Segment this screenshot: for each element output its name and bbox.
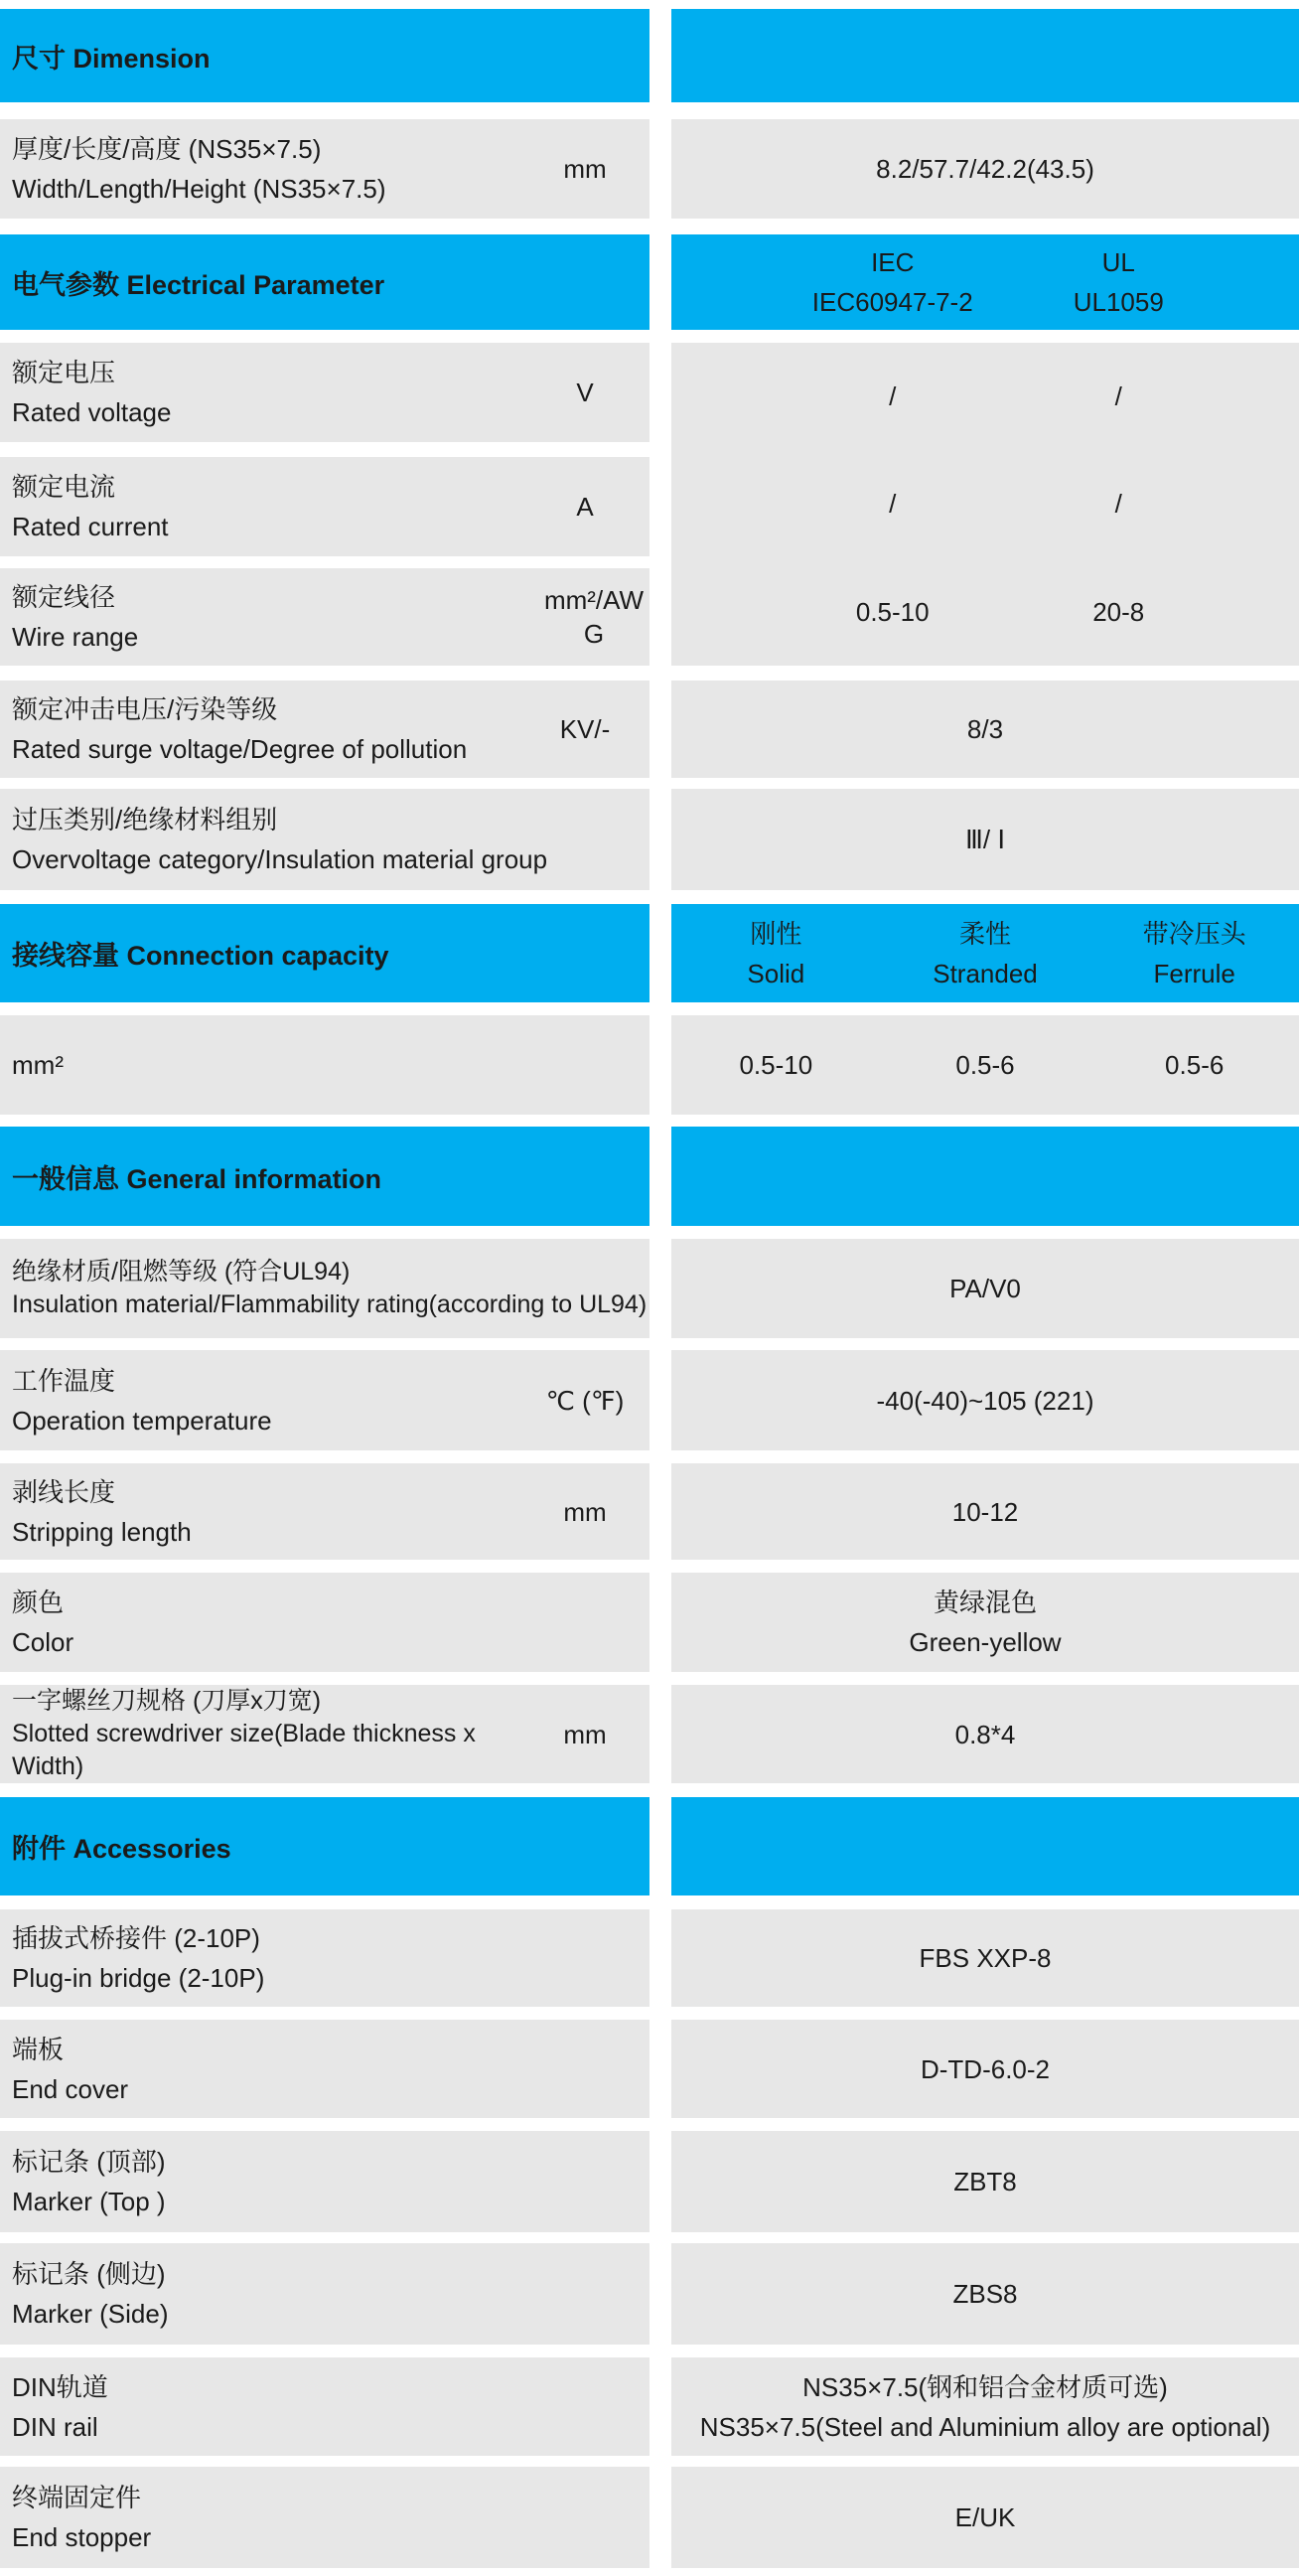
section-header-general-spacer bbox=[671, 1127, 1299, 1226]
row-stripping-length bbox=[0, 1463, 1299, 1560]
merged-values-cell bbox=[671, 343, 1299, 666]
label-en: Wire range bbox=[12, 622, 139, 652]
label-cn: 绝缘材质/阻燃等级 (符合UL94) bbox=[12, 1258, 351, 1286]
value-cn: 黄绿混色 bbox=[933, 1588, 1037, 1617]
label-en: Rated surge voltage/Degree of pollution bbox=[12, 734, 468, 764]
unit: ℃ (℉) bbox=[545, 1385, 625, 1416]
row-end-cover bbox=[0, 2020, 1299, 2118]
value-iec: / bbox=[889, 489, 897, 520]
values-rated-voltage bbox=[671, 343, 1299, 450]
label-en: Insulation material/Flammability rating(according to UL94) bbox=[12, 1290, 648, 1318]
value-iec: / bbox=[889, 381, 897, 412]
value: PA/V0 bbox=[671, 1239, 1299, 1338]
label-cn: DIN轨道 bbox=[12, 2371, 108, 2402]
label-en: Color bbox=[12, 1627, 74, 1657]
row-rated-voltage-label bbox=[0, 343, 650, 442]
value-cn: NS35×7.5(钢和铝合金材质可选) bbox=[802, 2371, 1168, 2402]
value: ZBT8 bbox=[671, 2131, 1299, 2232]
unit: A bbox=[576, 492, 594, 522]
label-cn: 标记条 (侧边) bbox=[12, 2259, 166, 2289]
value: D-TD-6.0-2 bbox=[671, 2020, 1299, 2118]
label-en: Slotted screwdriver size(Blade thickness x Width) bbox=[12, 1720, 476, 1780]
value: Ⅲ/ Ⅰ bbox=[671, 789, 1299, 890]
label-cn: 一字螺丝刀规格 (刀厚x刀宽) bbox=[12, 1687, 322, 1715]
label: mm² bbox=[12, 1050, 64, 1080]
value: E/UK bbox=[671, 2467, 1299, 2568]
label-cn: 颜色 bbox=[12, 1588, 65, 1617]
row-marker-top bbox=[0, 2131, 1299, 2232]
section-header-connection bbox=[0, 904, 1299, 1002]
section-title: 一般信息 General information bbox=[12, 1163, 382, 1194]
value-solid: 0.5-10 bbox=[739, 1050, 813, 1080]
label-en: Marker (Side) bbox=[12, 2299, 169, 2329]
label-cn: 厚度/长度/高度 (NS35×7.5) bbox=[12, 134, 322, 164]
row-wire-range-label bbox=[0, 568, 650, 666]
section-header-electrical bbox=[0, 234, 1299, 330]
label-en: End cover bbox=[12, 2073, 129, 2104]
row-plug-in-bridge bbox=[0, 1909, 1299, 2007]
unit: mm bbox=[563, 154, 607, 184]
standard-ul: UL UL1059 bbox=[1073, 247, 1164, 317]
value-ul: 20-8 bbox=[1092, 596, 1145, 627]
values-wire-range bbox=[671, 558, 1299, 666]
connection-columns bbox=[671, 904, 1299, 1002]
section-title: 接线容量 Connection capacity bbox=[12, 941, 389, 971]
label-cn: 额定冲击电压/污染等级 bbox=[12, 694, 278, 724]
value-en: NS35×7.5(Steel and Aluminium alloy are optional) bbox=[699, 2411, 1271, 2442]
value: 8.2/57.7/42.2(43.5) bbox=[671, 119, 1299, 219]
value: ZBS8 bbox=[671, 2243, 1299, 2345]
label-cn: 标记条 (顶部) bbox=[12, 2147, 166, 2177]
label-cn: 端板 bbox=[12, 2034, 65, 2064]
unit: KV/- bbox=[559, 714, 611, 744]
label-cn: 工作温度 bbox=[12, 1365, 116, 1396]
section-title: 尺寸 Dimension bbox=[12, 43, 211, 74]
row-screwdriver-size bbox=[0, 1685, 1299, 1783]
label-cn: 终端固定件 bbox=[12, 2483, 142, 2512]
col-stranded: 柔性 Stranded bbox=[933, 918, 1038, 988]
label-cn: 插拔式桥接件 (2-10P) bbox=[12, 1923, 260, 1953]
row-overvoltage-category bbox=[0, 789, 1299, 890]
col-ferrule: 带冷压头 Ferrule bbox=[1142, 918, 1246, 988]
section-header-accessories bbox=[0, 1797, 1299, 1895]
value-iec: 0.5-10 bbox=[855, 596, 930, 627]
label-en: End stopper bbox=[12, 2522, 152, 2552]
label-en: Plug-in bridge (2-10P) bbox=[12, 1963, 265, 1993]
value-ul: / bbox=[1114, 489, 1122, 520]
label-en: Overvoltage category/Insulation material group bbox=[12, 844, 548, 874]
value: 8/3 bbox=[671, 681, 1299, 778]
label-en: Width/Length/Height (NS35×7.5) bbox=[12, 174, 386, 204]
unit: V bbox=[576, 378, 594, 407]
values-rated-current bbox=[671, 450, 1299, 557]
value: -40(-40)~105 (221) bbox=[671, 1350, 1299, 1450]
group-electrical-rows bbox=[0, 343, 1299, 666]
label-en: Marker (Top ) bbox=[12, 2187, 166, 2216]
row-operation-temperature bbox=[0, 1350, 1299, 1450]
section-header-dimension bbox=[0, 9, 1299, 102]
label-en: Stripping length bbox=[12, 1516, 192, 1547]
value: 10-12 bbox=[671, 1463, 1299, 1560]
row-marker-side bbox=[0, 2243, 1299, 2345]
row-rated-current-label bbox=[0, 457, 650, 556]
value-stranded: 0.5-6 bbox=[955, 1050, 1015, 1080]
unit: mm bbox=[563, 1719, 607, 1749]
label-cn: 过压类别/绝缘材料组别 bbox=[12, 805, 278, 834]
value-en: Green-yellow bbox=[909, 1627, 1062, 1657]
standards-columns bbox=[671, 234, 1299, 330]
value-ferrule: 0.5-6 bbox=[1165, 1050, 1225, 1080]
unit: mm²/AWG bbox=[543, 585, 645, 649]
label-en: Rated current bbox=[12, 512, 169, 541]
unit: mm bbox=[563, 1496, 607, 1527]
section-header-dimension-spacer bbox=[671, 9, 1299, 102]
row-color bbox=[0, 1573, 1299, 1672]
value-ul: / bbox=[1114, 381, 1122, 412]
row-end-stopper bbox=[0, 2467, 1299, 2568]
value: FBS XXP-8 bbox=[671, 1909, 1299, 2007]
label-cn: 额定电压 bbox=[12, 358, 116, 387]
label-en: Rated voltage bbox=[12, 397, 172, 427]
section-title: 附件 Accessories bbox=[12, 1834, 231, 1864]
standard-iec: IEC IEC60947-7-2 bbox=[811, 247, 973, 317]
row-surge-voltage bbox=[0, 681, 1299, 778]
row-connection-capacity bbox=[0, 1015, 1299, 1115]
row-insulation bbox=[0, 1239, 1299, 1338]
value: 0.8*4 bbox=[671, 1685, 1299, 1783]
label-cn: 剥线长度 bbox=[12, 1476, 116, 1507]
label-cn: 额定电流 bbox=[12, 472, 116, 502]
section-header-dimension-title-cell bbox=[0, 9, 650, 102]
col-solid: 刚性 Solid bbox=[747, 918, 805, 988]
label-en: Operation temperature bbox=[12, 1405, 272, 1436]
section-header-accessories-spacer bbox=[671, 1797, 1299, 1895]
row-din-rail bbox=[0, 2357, 1299, 2456]
section-title: 电气参数 Electrical Parameter bbox=[12, 269, 385, 300]
section-header-general bbox=[0, 1127, 1299, 1226]
label-cn: 额定线径 bbox=[12, 582, 116, 612]
label-en: DIN rail bbox=[12, 2411, 98, 2442]
row-dimension bbox=[0, 119, 1299, 219]
